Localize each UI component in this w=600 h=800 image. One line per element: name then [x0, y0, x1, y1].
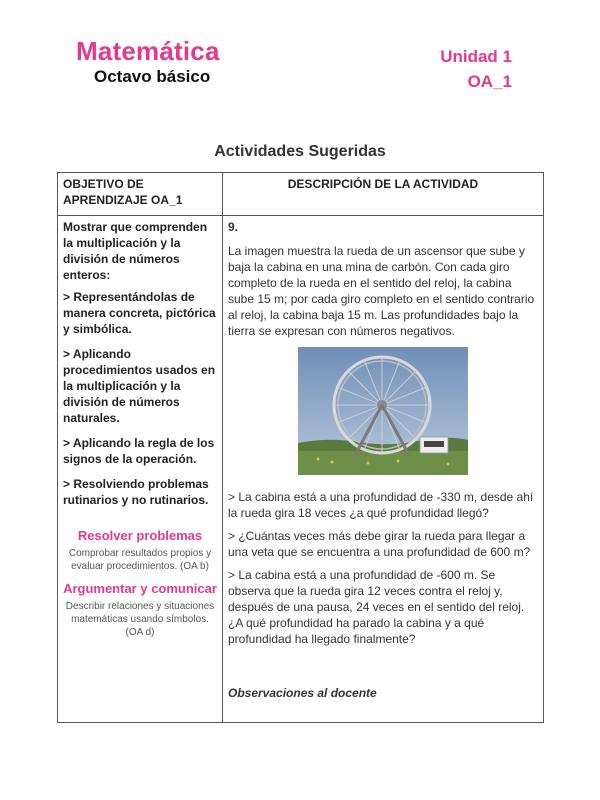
objective-item: Mostrar que comprenden la multiplicación y la división de números enteros:: [63, 220, 208, 282]
table-body-row: [58, 216, 544, 723]
unit-label: Unidad 1: [440, 47, 512, 66]
activity-number: 9.: [228, 220, 239, 234]
objective-item: > Aplicando la regla de los signos de la operación.: [63, 436, 215, 466]
question-item: > La cabina está a una profundidad de -600 m. Se observa que la rueda gira 12 veces contra el reloj y, después de una pausa, 24 veces en el sentido del reloj. ¿A qué profundidad ha parado la cabina y a qué profundidad ha llegado finalmente?: [228, 568, 525, 646]
skill-block: [63, 528, 217, 573]
observations-label: Observaciones al docente: [228, 686, 377, 700]
question-item: > La cabina está a una profundidad de -330 m, desde ahí la rueda gira 18 veces ¿a qué profundidad llegó?: [228, 490, 534, 520]
skill-description: Comprobar resultados propios y evaluar procedimientos. (OA b): [68, 548, 212, 572]
mine-wheel-photo: [298, 347, 468, 475]
header-left: [76, 36, 220, 88]
skill-title: Argumentar y comunicar: [63, 581, 217, 596]
section-title: Actividades Sugeridas: [214, 143, 386, 160]
oa-label: OA_1: [467, 72, 512, 91]
activity-intro: La imagen muestra la rueda de un ascensor que sube y baja la cabina en una mina de carbón. Con cada giro completo de la rueda en el sentido del reloj, la cabina sube 15 m; por cada giro completo en el sentido contrario al reloj, la cabina baja 15 m. Las profundidades bajo la tierra se expresan con números negativos.: [228, 244, 535, 338]
objective-cell: [58, 216, 223, 723]
objective-column-header: OBJETIVO DE APRENDIZAJE OA_1: [58, 173, 223, 216]
objective-item: > Resolviendo problemas rutinarios y no rutinarios.: [63, 477, 209, 507]
question-item: > ¿Cuántas veces más debe girar la rueda para llegar a una veta que se encuentra a una profundidad de 600 m?: [228, 529, 531, 559]
subject-title: Matemática: [76, 36, 220, 66]
skill-block: [63, 581, 217, 639]
header-right: [440, 44, 512, 94]
skill-description: Describir relaciones y situaciones matemáticas usando símbolos. (OA d): [65, 601, 215, 638]
objective-item: > Representándolas de manera concreta, pictórica y simbólica.: [63, 290, 216, 336]
grade-label: Octavo básico: [94, 67, 211, 86]
table-header-row: [58, 173, 544, 216]
objective-item: > Aplicando procedimientos usados en la multiplicación y la división de números naturales.: [63, 347, 216, 425]
description-cell: [223, 216, 544, 723]
activity-table: [57, 172, 544, 723]
skill-title: Resolver problemas: [77, 528, 203, 543]
description-column-header: DESCRIPCIÓN DE LA ACTIVIDAD: [223, 173, 544, 216]
